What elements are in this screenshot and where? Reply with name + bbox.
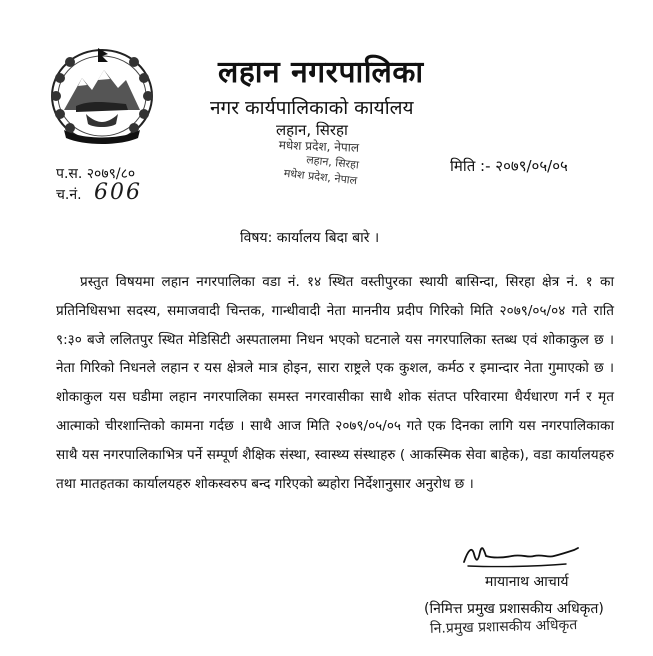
dispatch-number-handwritten: 606 [94,180,142,205]
letter-body [56,268,614,498]
body-paragraph: प्रस्तुत विषयमा लहान नगरपालिका वडा नं. १४ स्थित वस्तीपुरका स्थायी बासिन्दा, सिरहा क्षेत्र नं. १ का प्रतिनिधिसभा सदस्य, समाजवादी चिन्तक, गान्धीवादी नेता माननीय प्रदीप गिरिको मिति २०७९/०५/०४ गते राति ९:३० बजे ललितपुर स्थित मेडिसिटी अस्पतालमा निधन भएको घटनाले यस नगरपालिका स्तब्ध एवं शोकाकुल छ । नेता गिरिको निधनले लहान र यस क्षेत्रले मात्र होइन, सारा राष्ट्रले एक कुशल, कर्मठ र इमान्दार नेता गुमाएको छ । शोकाकुल यस घडीमा लहान नगरपालिका समस्त नगरवासीका साथै शोक संतप्त परिवारमा धैर्यधारण गर्न र मृत आत्माको चीरशान्तिको कामना गर्दछ । साथै आज मिति २०७९/०५/०५ गते एक दिनका लागि यस नगरपालिकाका साथै यस नगरपालिकाभित्र पर्ने सम्पूर्ण शैक्षिक संस्था, स्वास्थ्य संस्थाहरु ( आकस्मिक सेवा बाहेक), वडा कार्यालयहरु तथा मातहतका कार्यालयहरु शोकस्वरुप बन्द गरिएको ब्यहोरा निर्देशानुसार अनुरोध छ । [56,274,614,492]
stamp-line-2: लहान, सिरहा [305,153,360,172]
dispatch-number-label: च.नं. [56,187,82,203]
nepal-emblem-icon [46,44,158,148]
letter-subject: विषय: कार्यालय बिदा बारे । [240,230,380,246]
organization-address: लहान, सिरहा [276,121,348,139]
organization-subtitle: नगर कार्यपालिकाको कार्यालय [210,97,414,119]
office-stamp [277,136,397,200]
stamp-line-1: मधेश प्रदेश, नेपाल [278,137,360,155]
letter-date: मिति :- २०७९/०५/०५ [450,157,568,175]
letter-serial-number: प.स. २०७९/८० [56,166,136,182]
signatory-title: (निमित्त प्रमुख प्रशासकीय अधिकृत) [424,601,604,617]
signature-icon [462,540,582,570]
signatory-name: मायानाथ आचार्य [485,574,569,590]
signatory-stamp: नि.प्रमुख प्रशासकीय अधिकृत [429,617,578,637]
stamp-line-3: मधेश प्रदेश, नेपाल [283,166,358,188]
organization-name: लहान नगरपालिका [218,55,424,90]
